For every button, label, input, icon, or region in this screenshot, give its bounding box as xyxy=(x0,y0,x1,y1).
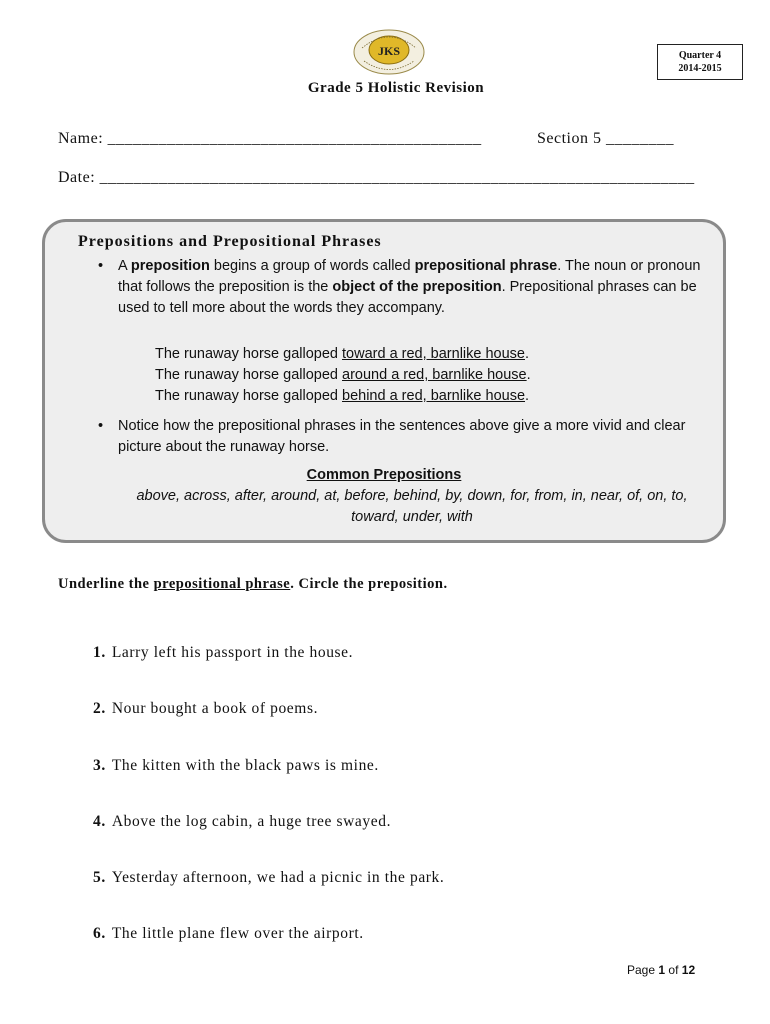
text-span: . The noun or pronoun that follows the preposition is the xyxy=(118,258,701,295)
question-item[interactable] xyxy=(93,925,364,943)
instruction xyxy=(58,576,448,593)
text-span: The runaway horse galloped xyxy=(155,346,343,362)
logo-text: JKS xyxy=(377,44,401,58)
term-prepositional-phrase: prepositional phrase xyxy=(414,258,558,274)
text-span: A xyxy=(118,258,131,274)
text-span: . Prepositional phrases can be used to tell more about the words they accompany. xyxy=(118,279,697,316)
section-field[interactable]: Section 5 ________ xyxy=(537,130,674,147)
text-span: The runaway horse galloped xyxy=(155,388,343,404)
question-text: Above the log cabin, a huge tree swayed. xyxy=(111,813,392,830)
example-phrase: around a red, barnlike house xyxy=(342,367,527,383)
text-span: . xyxy=(525,388,530,404)
page-title: Grade 5 Holistic Revision xyxy=(307,80,485,96)
page-label: Page xyxy=(627,963,656,977)
question-text: Larry left his passport in the house. xyxy=(111,644,354,661)
question-number: 6. xyxy=(93,925,106,942)
example-sentence xyxy=(155,344,531,365)
text-span: The runaway horse galloped xyxy=(155,367,343,383)
school-logo xyxy=(352,28,426,76)
example-sentence xyxy=(155,365,531,386)
question-text: Nour bought a book of poems. xyxy=(111,700,319,717)
lesson-heading: Prepositions and Prepositional Phrases xyxy=(78,233,382,250)
term-preposition: preposition xyxy=(130,258,210,274)
example-sentence xyxy=(155,386,531,407)
example-sentences xyxy=(155,344,531,407)
page-footer xyxy=(627,963,695,977)
instruction-underlined: prepositional phrase xyxy=(153,576,291,592)
text-span: begins a group of words called xyxy=(209,258,415,274)
page-number: 1 xyxy=(658,963,666,977)
example-phrase: toward a red, barnlike house xyxy=(342,346,525,362)
definition-bullet xyxy=(98,256,708,319)
text-span: . Circle the preposition. xyxy=(290,576,448,592)
text-span: . xyxy=(525,346,530,362)
common-prepositions-list: above, across, after, around, at, before, behind, by, down, for, from, in, near, of, on, to, toward, under, with xyxy=(136,488,688,525)
question-item[interactable] xyxy=(93,869,444,887)
common-prepositions-title: Common Prepositions xyxy=(306,467,462,483)
question-item[interactable] xyxy=(93,757,379,775)
quarter-box xyxy=(657,44,743,80)
question-number: 5. xyxy=(93,869,106,886)
page-total: 12 xyxy=(681,963,696,977)
question-item[interactable] xyxy=(93,813,391,831)
date-field[interactable]: Date: ______________________________________________________________________ xyxy=(58,169,695,186)
question-text: The kitten with the black paws is mine. xyxy=(111,757,379,774)
question-number: 3. xyxy=(93,757,106,774)
question-number: 4. xyxy=(93,813,106,830)
question-text: The little plane flew over the airport. xyxy=(111,925,364,942)
name-field[interactable]: Name: ____________________________________________ xyxy=(58,130,482,147)
question-item[interactable] xyxy=(93,700,318,718)
quarter-label: Quarter 4 xyxy=(678,50,722,61)
year-label: 2014-2015 xyxy=(678,63,722,74)
text-span: Underline the xyxy=(58,576,154,592)
of-label: of xyxy=(668,963,679,977)
notice-text: Notice how the prepositional phrases in the sentences above give a more vivid and clear picture about the runaway horse. xyxy=(118,418,686,455)
term-object: object of the preposition xyxy=(332,279,502,295)
example-phrase: behind a red, barnlike house xyxy=(342,388,526,404)
notice-bullet xyxy=(98,416,708,458)
question-text: Yesterday afternoon, we had a picnic in the park. xyxy=(111,869,445,886)
question-item[interactable] xyxy=(93,644,353,662)
question-number: 1. xyxy=(93,644,106,661)
question-number: 2. xyxy=(93,700,106,717)
text-span: . xyxy=(526,367,531,383)
bullet-icon: • xyxy=(98,258,104,274)
bullet-icon: • xyxy=(98,418,104,434)
